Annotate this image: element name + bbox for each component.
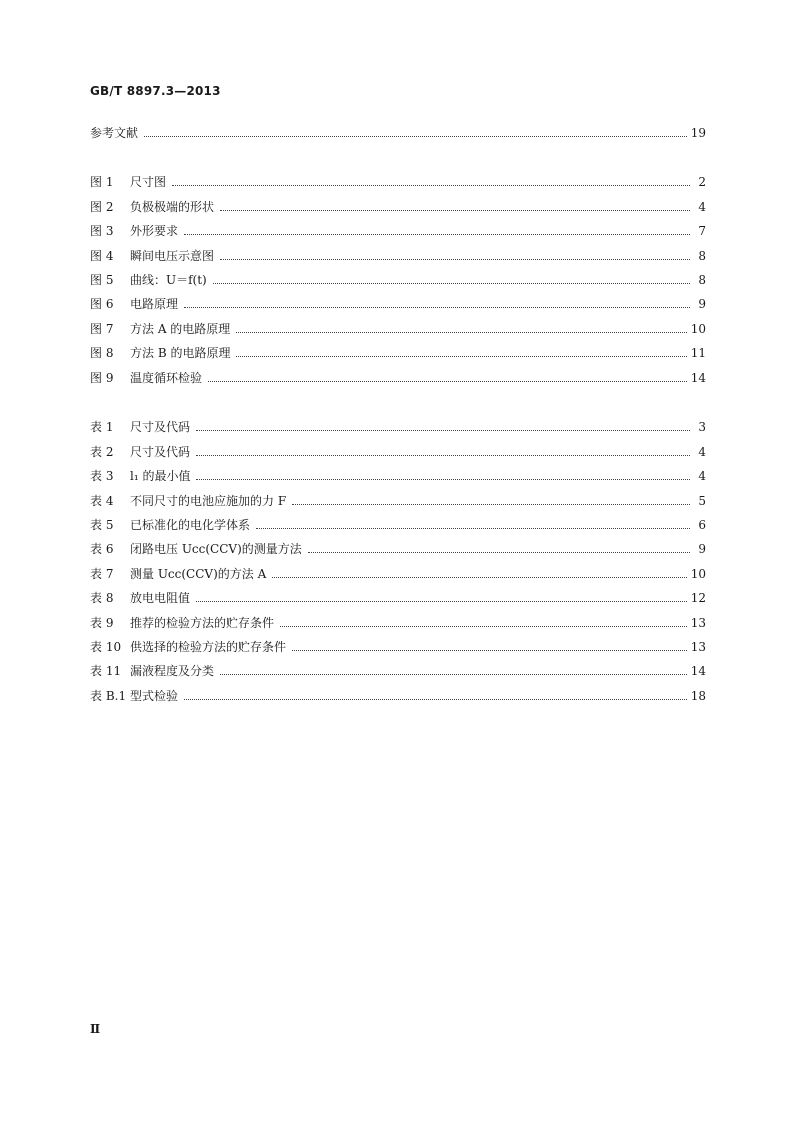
toc-label [90,616,276,630]
toc-item-title: 方法 B 的电路原理 [130,346,231,361]
toc-label [90,518,252,532]
toc-page-number: 4 [698,469,706,484]
toc-row[interactable] [90,459,706,483]
toc-item-number: 表 5 [90,517,114,532]
toc-label [90,273,209,287]
toc-row[interactable] [90,556,706,580]
toc-label [90,567,268,581]
toc-item-number: 图 1 [90,175,114,190]
toc-label [90,664,216,678]
toc-label [90,297,180,311]
toc-item-title: 负极极端的形状 [130,199,215,214]
dot-leader [308,552,690,553]
toc-page-number: 10 [690,321,706,336]
toc-item-number: 图 6 [90,297,114,312]
toc-row[interactable] [90,678,706,702]
toc-page-number: 11 [690,346,706,361]
dot-leader [196,479,690,480]
toc-row[interactable] [90,630,706,654]
toc-item-title: 推荐的检验方法的贮存条件 [130,615,275,630]
dot-leader [208,381,687,382]
toc-title: 参考文献 [90,126,139,141]
toc-item-number: 图 9 [90,370,114,385]
toc-page-number: 2 [698,175,706,190]
toc-item-number: 图 8 [90,346,114,361]
toc-page-number: 6 [698,517,706,532]
dot-leader [292,650,687,651]
toc-row[interactable] [90,581,706,605]
toc-label [90,249,216,263]
toc-item-number: 图 7 [90,321,114,336]
toc-page-number: 3 [698,420,706,435]
toc-row[interactable] [90,311,706,335]
dot-leader [236,332,686,333]
toc-item-title: 型式检验 [130,688,179,703]
toc-item-title: 方法 A 的电路原理 [130,321,231,336]
toc-item-number: 表 2 [90,444,114,459]
toc-page-number: 4 [698,444,706,459]
toc-label [90,346,232,360]
dot-leader [172,185,690,186]
toc-row[interactable] [90,263,706,287]
toc-item-number: 图 4 [90,248,114,263]
toc-item-title: 供选择的检验方法的贮存条件 [130,639,287,654]
toc-page-number: 12 [690,591,706,606]
dot-leader [292,504,690,505]
toc-item-number: 图 3 [90,224,114,239]
toc-row[interactable] [90,360,706,384]
toc-item-title: 测量 Ucc(CCV)的方法 A [130,566,267,581]
toc-label [90,689,180,703]
toc-item-number: 表 9 [90,615,114,630]
dot-leader [184,699,687,700]
toc-page-number: 8 [698,248,706,263]
toc-row[interactable] [90,214,706,238]
toc-item-number: 表 7 [90,566,114,581]
toc-label [90,371,204,385]
toc-page-number: 14 [690,664,706,679]
toc-label [90,445,192,459]
toc-label [90,420,192,434]
toc-row[interactable] [90,287,706,311]
dot-leader [196,455,690,456]
toc-item-number: 表 6 [90,542,114,557]
toc-item-title: 曲线：U＝f(t) [130,272,207,287]
toc-page-number: 10 [690,566,706,581]
toc-row[interactable] [90,189,706,213]
toc-row-references[interactable] [90,116,706,140]
toc-item-title: 外形要求 [130,224,179,239]
toc-page-number: 7 [698,224,706,239]
toc-item-number: 表 10 [90,639,122,654]
dot-leader [184,234,690,235]
toc-page-number: 19 [690,126,706,141]
toc-row[interactable] [90,605,706,629]
toc-row[interactable] [90,654,706,678]
toc-label [90,494,288,508]
toc-row[interactable] [90,410,706,434]
toc-page-number: 8 [698,272,706,287]
dot-leader [184,307,690,308]
toc-page-number: 4 [698,199,706,214]
document-standard-number: GB/T 8897.3—2013 [90,84,221,98]
toc-item-title: 尺寸图 [130,175,167,190]
toc-row[interactable] [90,165,706,189]
toc-page-number: 13 [690,639,706,654]
toc-label [90,640,288,654]
dot-leader [256,528,690,529]
toc-row[interactable] [90,532,706,556]
toc-label [90,200,216,214]
dot-leader [236,356,686,357]
dot-leader [144,136,687,137]
figures-list [90,165,706,385]
tables-list [90,410,706,703]
dot-leader [272,577,686,578]
dot-leader [280,626,687,627]
dot-leader [196,601,687,602]
toc-row[interactable] [90,483,706,507]
toc-item-number: 表 1 [90,420,114,435]
references-entry-section [90,116,706,140]
toc-item-number: 表 3 [90,469,114,484]
toc-label [90,175,168,189]
dot-leader [220,674,687,675]
toc-item-title: 瞬间电压示意图 [130,248,215,263]
toc-page-number: 5 [698,493,706,508]
toc-label [90,542,304,556]
dot-leader [213,283,690,284]
toc-item-number: 表 8 [90,591,114,606]
toc-item-title: 温度循环检验 [130,370,203,385]
toc-label [90,591,192,605]
toc-item-title: 已标准化的电化学体系 [130,517,251,532]
toc-label [90,469,192,483]
toc-page-number: 14 [690,370,706,385]
toc-label [90,322,232,336]
toc-page-number: 13 [690,615,706,630]
toc-item-title: 尺寸及代码 [130,444,191,459]
toc-item-number: 表 11 [90,664,122,679]
toc-row[interactable] [90,434,706,458]
toc-label [90,224,180,238]
toc-item-number: 图 5 [90,272,114,287]
toc-item-number: 表 B.1 [90,688,127,703]
toc-page-number: 18 [690,688,706,703]
toc-item-number: 表 4 [90,493,114,508]
toc-row[interactable] [90,336,706,360]
toc-page-number: 9 [698,542,706,557]
toc-item-title: 闭路电压 Ucc(CCV)的测量方法 [130,542,302,557]
toc-item-title: 漏液程度及分类 [130,664,215,679]
page-number-roman: Ⅱ [90,1022,101,1036]
toc-item-number: 图 2 [90,199,114,214]
toc-row[interactable] [90,508,706,532]
toc-item-title: 不同尺寸的电池应施加的力 F [130,493,287,508]
toc-item-title: 电路原理 [130,297,179,312]
toc-item-title: l₁ 的最小值 [130,469,191,484]
toc-row[interactable] [90,238,706,262]
dot-leader [220,259,690,260]
toc-item-title: 放电电阻值 [130,591,191,606]
toc-item-title: 尺寸及代码 [130,420,191,435]
dot-leader [220,210,690,211]
toc-page-number: 9 [698,297,706,312]
dot-leader [196,430,690,431]
